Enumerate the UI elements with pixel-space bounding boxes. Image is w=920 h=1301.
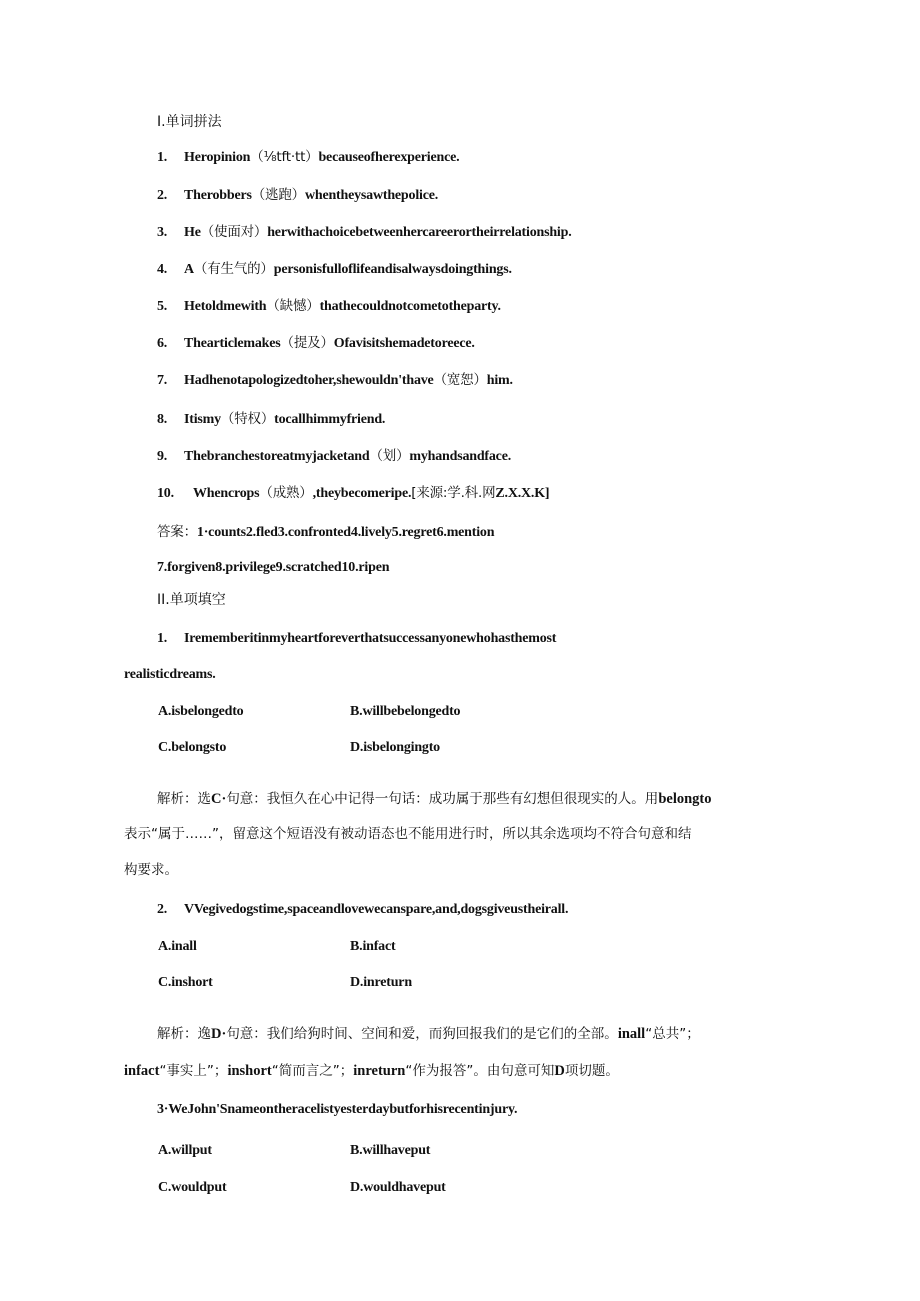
option-d: D.inreturn [350,975,412,990]
explanation-1-line-3: 构要求。 [124,862,178,878]
explanation-2-line-2: infact“事实上”；inshort“简而言之”；inreturn“作为报答”。由句意可知D项切题。 [124,1063,619,1079]
question-1-line-2: realisticdreams. [124,667,216,682]
vocab-item-2: 2. Therobbers（逃跑）whentheysawthepolice. [157,187,439,203]
option-a: A.willput [158,1143,212,1158]
section-title-2: II.单项填空 [157,592,226,608]
vocab-item-5: 5. Hetoldmewith（缺憾）thathecouldnotcometotheparty. [157,298,501,314]
question-2-line-1: 2. VVegivedogstime,spaceandlovewecanspare,and,dogsgiveustheirall. [157,902,569,917]
vocab-item-3: 3. He（使面对）herwithachoicebetweenhercareerortheirrelationship. [157,224,572,240]
vocab-item-10: 10. Whencrops（成熟）,theybecomeripe.[来源:学.科.网Z.X.X.K] [157,485,550,501]
answer-line-2: 7.forgiven8.privilege9.scratched10.ripen [157,560,390,575]
option-c: C.inshort [158,975,213,990]
option-c: C.belongsto [158,740,227,755]
vocab-item-4: 4. A（有生气的）personisfulloflifeandisalwaysdoingthings. [157,261,512,277]
question-3-line-1: 3·WeJohn'Snameontheracelistyesterdaybutforhisrecentinjury. [157,1102,518,1117]
option-c: C.wouldput [158,1180,227,1195]
vocab-item-7: 7. Hadhenotapologizedtoher,shewouldn'thave（宽恕）him. [157,372,513,388]
explanation-2-line-1: 解析：逸D·句意：我们给狗时间、空间和爱，而狗回报我们的是它们的全部。inall“总共”； [157,1026,700,1042]
question-1-line-1: 1. Irememberitinmyheartforeverthatsuccessanyonewhohasthemost [157,631,557,646]
option-b: B.willhaveput [350,1143,431,1158]
vocab-item-8: 8. Itismy（特权）tocallhimmyfriend. [157,411,386,427]
answer-line-1: 答案：1·counts2.fled3.confronted4.lively5.regret6.mention [157,524,495,540]
explanation-1-line-1: 解析：选C·句意：我恒久在心中记得一句话：成功属于那些有幻想但很现实的人。用belongto [157,791,712,807]
explanation-1-line-2: 表示“属于……”，留意这个短语没有被动语态也不能用进行时，所以其余选项均不符合句意和结 [124,826,692,842]
option-d: D.isbelongingto [350,740,440,755]
option-a: A.isbelongedto [158,704,244,719]
vocab-item-6: 6. Thearticlemakes（提及）Ofavisitshemadetoreece. [157,335,475,351]
section-title-1: I.单词拼法 [157,114,222,130]
option-a: A.inall [158,939,197,954]
option-b: B.willbebelongedto [350,704,461,719]
vocab-item-9: 9. Thebranchestoreatmyjacketand（划）myhandsandface. [157,448,512,464]
option-d: D.wouldhaveput [350,1180,446,1195]
vocab-item-1: 1. Heropinion（⅛tft·tt）becauseofherexperience. [157,149,460,165]
option-b: B.infact [350,939,396,954]
